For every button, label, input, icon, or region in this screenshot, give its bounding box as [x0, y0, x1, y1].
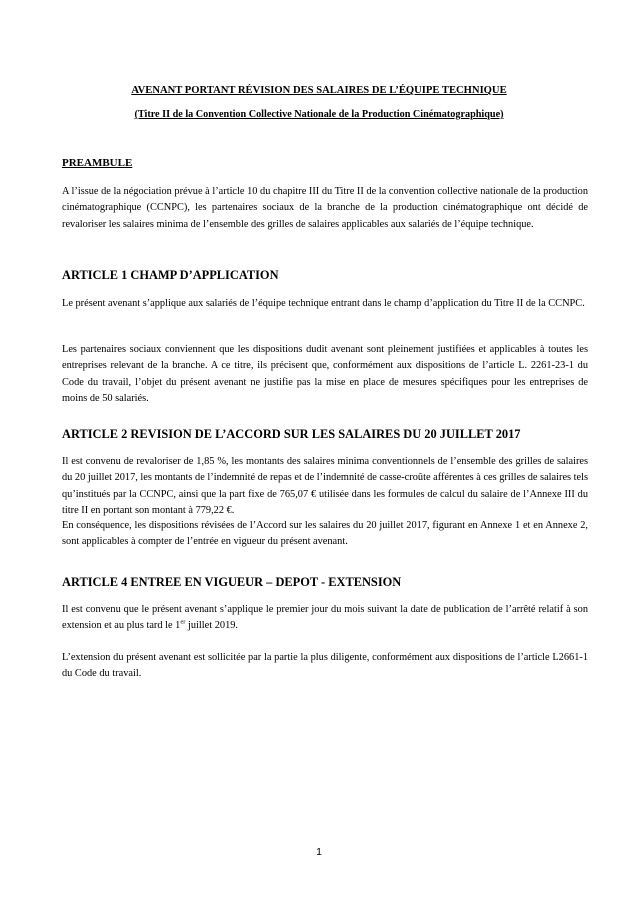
preamble-section [62, 156, 588, 170]
document-subtitle: (Titre II de la Convention Collective Nationale de la Production Cinématographique) [134, 109, 504, 120]
article-1-body-1 [62, 296, 588, 312]
article-1-body-2 [62, 342, 588, 407]
article-1-paragraph-2: Les partenaires sociaux conviennent que les dispositions dudit avenant sont pleinement justifiées et applicables à toutes les entreprises relevant de la branche. A ce titre, ils précisent que, conformément aux dispositions de l’article L. 2261-23-1 du Code du travail, l’objet du présent avenant ne justifie pas la mise en place de mesures spécifiques pour les entreprises de moins de 50 salariés. [62, 344, 588, 404]
article-4-section [62, 575, 588, 590]
article-2-heading: ARTICLE 2 REVISION DE L’ACCORD SUR LES SALAIRES DU 20 JUILLET 2017 [62, 427, 521, 441]
preamble-body [62, 184, 588, 233]
article-2-body-1 [62, 454, 588, 519]
article-4-paragraph-1-text: Il est convenu que le présent avenant s’applique le premier jour du mois suivant la date de publication de l’arrêté relatif à son extension et au plus tard le 1 [62, 604, 588, 632]
article-1-heading: ARTICLE 1 CHAMP D’APPLICATION [62, 268, 279, 282]
document-title: AVENANT PORTANT RÉVISION DES SALAIRES DE L’ÉQUIPE TECHNIQUE [131, 85, 507, 96]
page-number: 1 [316, 846, 322, 858]
preamble-text: A l’issue de la négociation prévue à l’article 10 du chapitre III du Titre II de la convention collective nationale de la production cinématographique (CCNPC), les partenaires sociaux de la branche de la production cinématographique ont décidé de revaloriser les salaires minima de l’ensemble des grilles de salaires applicables aux salariés de l’équipe technique. [62, 186, 588, 230]
preamble-heading: PREAMBULE [62, 157, 133, 169]
article-1-section [62, 268, 588, 283]
article-2-section [62, 427, 588, 442]
article-2-paragraph-2: En conséquence, les dispositions révisées de l’Accord sur les salaires du 20 juillet 2017, figurant en Annexe 1 et en Annexe 2, sont applicables à compter de l’entrée en vigueur du présent avenant. [62, 520, 588, 548]
article-2-paragraph-1: Il est convenu de revaloriser de 1,85 %, les montants des salaires minima conventionnels de l’ensemble des grilles de salaires du 20 juillet 2017, les montants de l’indemnité de repas et de l’indemnité de casse-croûte afférentes à ces grilles de salaires tels qu’institués par la CCNPC, ainsi que la part fixe de 765,07 € utilisée dans les formules de calcul du salaire de l’Annexe III du titre II en portant son montant à 779,22 €. [62, 456, 589, 516]
article-4-body-1 [62, 602, 588, 635]
article-4-paragraph-2: L’extension du présent avenant est sollicitée par la partie la plus diligente, conformément aux dispositions de l’article L2661-1 du Code du travail. [62, 652, 588, 680]
article-4-body-2 [62, 650, 588, 683]
article-4-paragraph-1-end: juillet 2019. [185, 620, 238, 632]
article-4-heading: ARTICLE 4 ENTREE EN VIGUEUR – DEPOT - EXTENSION [62, 575, 402, 589]
ordinal-superscript: er [180, 618, 186, 626]
article-4-paragraph-1 [62, 602, 588, 635]
article-1-paragraph-1: Le présent avenant s’applique aux salariés de l’équipe technique entrant dans le champ d’application du Titre II de la CCNPC. [62, 298, 585, 309]
article-2-body-2 [62, 518, 588, 551]
